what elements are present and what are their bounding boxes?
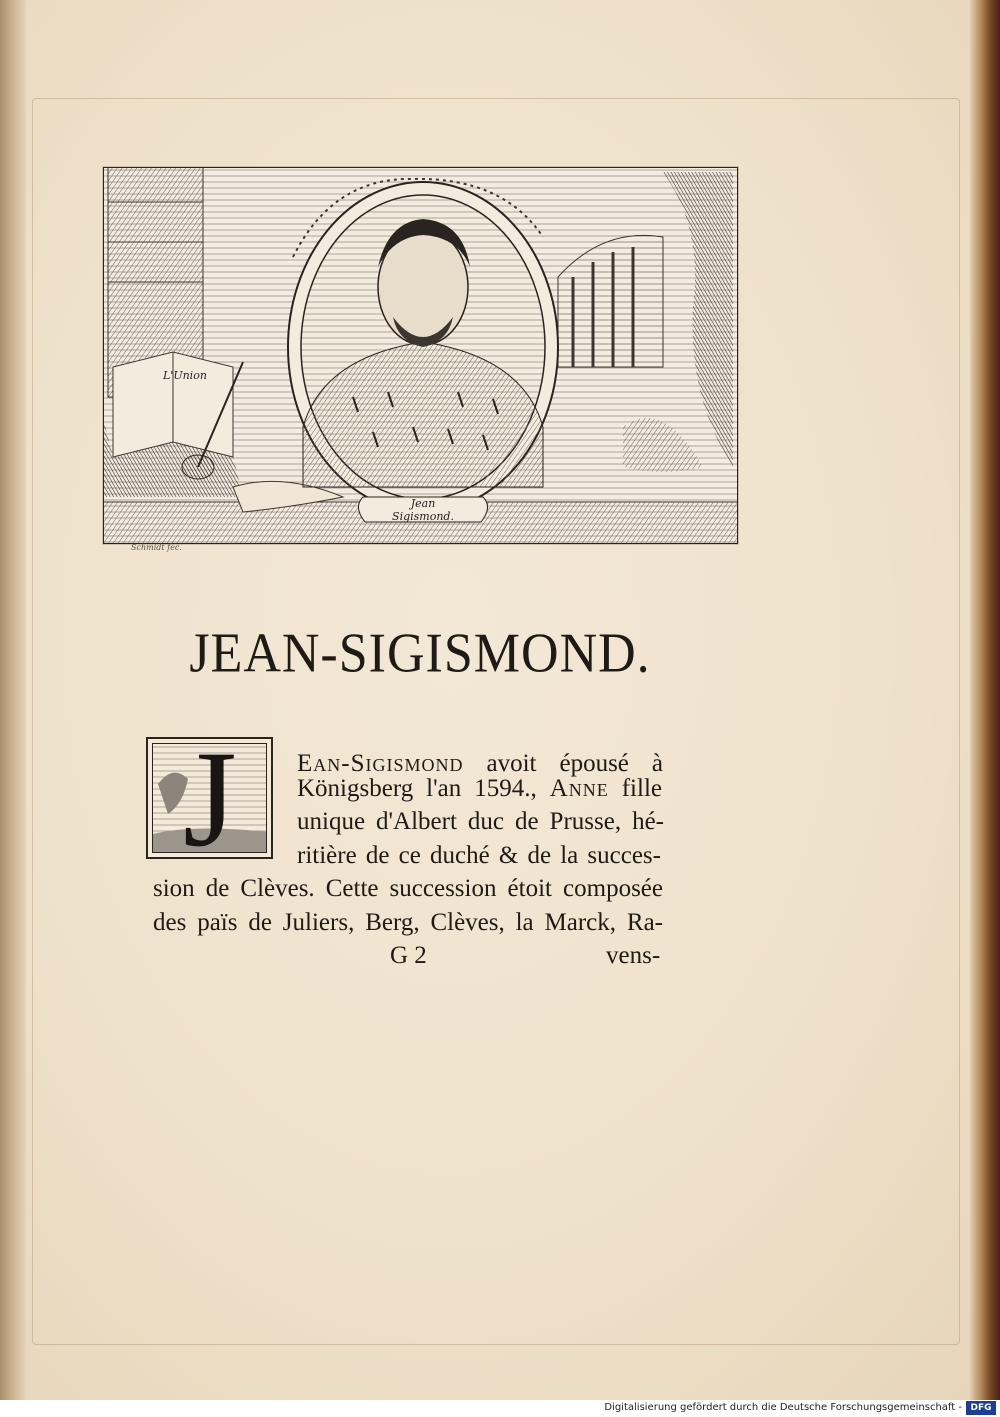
catchword: vens-	[606, 942, 661, 969]
initial-letter: J	[183, 743, 237, 853]
inkwell	[182, 455, 214, 479]
text-line-5: sion de Clèves. Cette succession étoit composée	[153, 875, 663, 902]
name-jean-sigismond: Ean-Sigismond	[297, 750, 464, 777]
name-anne: Anne	[549, 775, 609, 802]
digitization-footer	[0, 1400, 1000, 1417]
cartouche-line-1: Jean	[410, 497, 436, 510]
portrait-engraving	[103, 167, 738, 544]
binding-gutter	[0, 0, 26, 1400]
text-line-2	[297, 775, 662, 803]
engraving-illustration	[103, 167, 738, 544]
text-line-1	[297, 750, 663, 778]
book-inscription: L'Union	[163, 369, 207, 382]
cartouche-line-2: Sigismond.	[392, 510, 454, 523]
artist-signature: Schmidt fec.	[131, 543, 182, 552]
page-title: JEAN-SIGISMOND.	[189, 623, 651, 685]
decorated-initial	[146, 737, 273, 859]
text-line-3: unique d'Albert duc de Prusse, hé-	[297, 808, 664, 835]
page-fore-edge	[970, 0, 1000, 1400]
digitization-credit: Digitalisierung gefördert durch die Deutsche Forschungsgemeinschaft -	[604, 1402, 962, 1413]
text-line-6: des païs de Juliers, Berg, Clèves, la Marck, Ra-	[153, 909, 663, 936]
text-line-2-start: Königsberg l'an 1594.,	[297, 775, 550, 802]
signature-mark: G 2	[390, 942, 427, 969]
text-line-4: ritière de ce duché & de la succes-	[297, 842, 661, 869]
text-line-1-rest: avoit épousé à	[463, 750, 663, 777]
text-line-2-end: fille	[608, 775, 662, 802]
dfg-logo-icon: DFG	[966, 1401, 996, 1415]
